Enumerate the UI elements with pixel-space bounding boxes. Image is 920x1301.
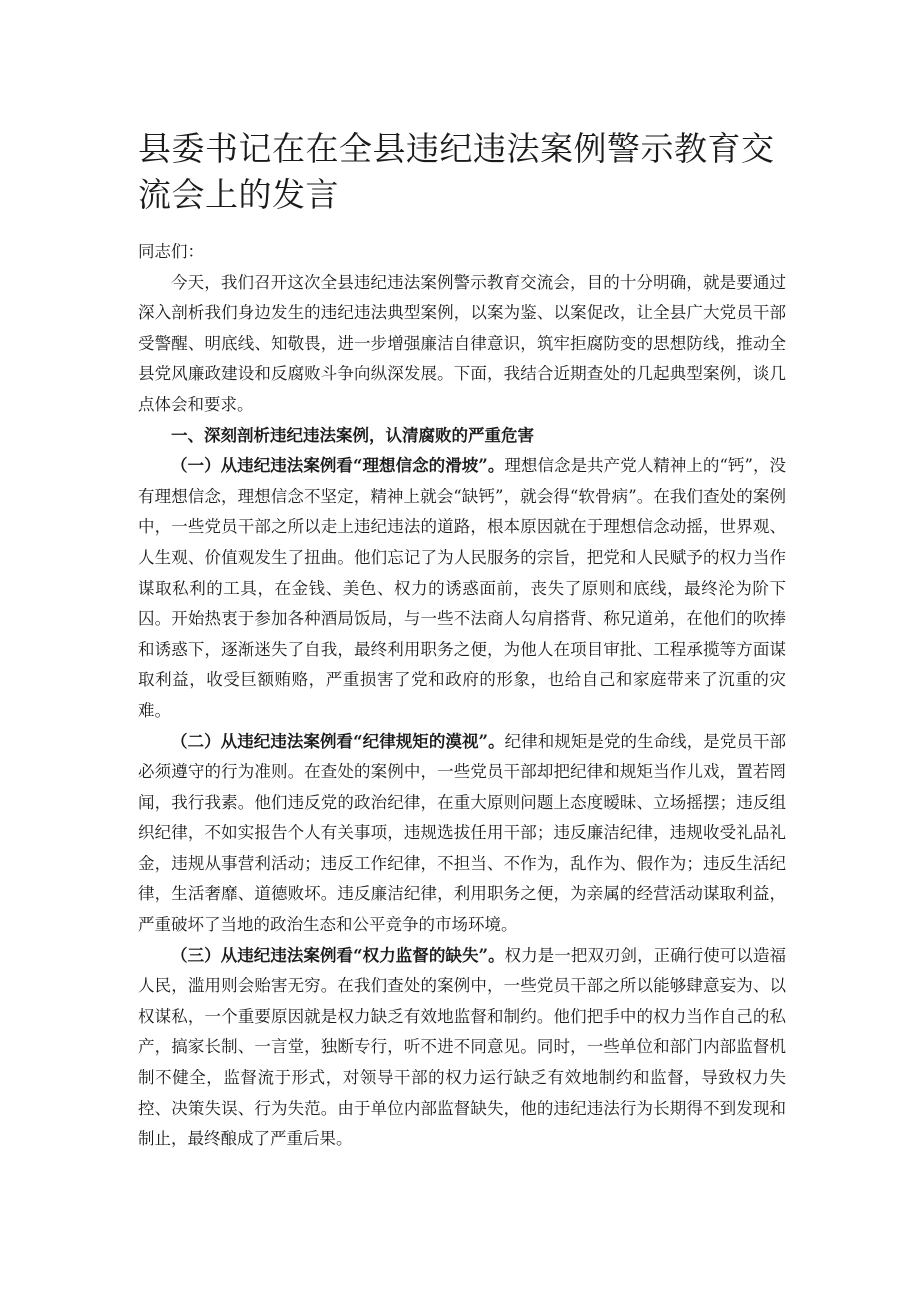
subsection-3-paragraph <box>138 941 786 1155</box>
subsection-1-lead: （一）从违纪违法案例看“理想信念的滑坡”。 <box>171 456 505 476</box>
document-title: 县委书记在在全县违纪违法案例警示教育交流会上的发言 <box>138 129 775 214</box>
intro-paragraph: 今天，我们召开这次全县违纪违法案例警示教育交流会，目的十分明确，就是要通过深入剖析我们身边发生的违纪违法典型案例，以案为鉴、以案促改，让全县广大党员干部受警醒、明底线、知敬畏，进一步增强廉洁自律意识，筑牢拒腐防变的思想防线，推动全县党风廉政建设和反腐败斗争向纵深发展。下面，我结合近期查处的几起典型案例，谈几点体会和要求。 <box>138 272 786 414</box>
subsection-2-text: 纪律和规矩是党的生命线，是党员干部必须遵守的行为准则。在查处的案例中，一些党员干部却把纪律和规矩当作儿戏，置若罔闻，我行我素。他们违反党的政治纪律，在重大原则问题上态度暧昧、立场摇摆；违反组织纪律，不如实报告个人有关事项，违规选拔任用干部；违反廉洁纪律，违规收受礼品礼金，违规从事营利活动；违反工作纪律，不担当、不作为，乱作为、假作为；违反生活纪律，生活奢靡、道德败坏。违反廉洁纪律，利用职务之便，为亲属的经营活动谋取利益，严重破坏了当地的政治生态和公平竞争的市场环境。 <box>138 731 787 935</box>
subsection-2-paragraph <box>138 727 786 941</box>
subsection-1-text: 理想信念是共产党人精神上的“钙”，没有理想信念，理想信念不坚定，精神上就会“缺钙”，就会得“软骨病”。在我们查处的案例中，一些党员干部之所以走上违纪违法的道路，根本原因就在于理想信念动摇，世界观、人生观、价值观发生了扭曲。他们忘记了为人民服务的宗旨，把党和人民赋予的权力当作谋取私利的工具，在金钱、美色、权力的诱惑面前，丧失了原则和底线，最终沦为阶下囚。开始热衷于参加各种酒局饭局，与一些不法商人勾肩搭背、称兄道弟，在他们的吹捧和诱惑下，逐渐迷失了自我，最终利用职务之便，为他人在项目审批、工程承揽等方面谋取利益，收受巨额贿赂，严重损害了党和政府的形象，也给自己和家庭带来了沉重的灾难。 <box>138 456 786 720</box>
subsection-3-lead: （三）从违纪违法案例看“权力监督的缺失”。 <box>171 945 505 965</box>
salutation: 同志们： <box>138 242 204 261</box>
document-body <box>138 237 786 1155</box>
subsection-3-text: 权力是一把双刃剑，正确行使可以造福人民，滥用则会贻害无穷。在我们查处的案例中，一些党员干部之所以能够肆意妄为、以权谋私，一个重要原因就是权力缺乏有效地监督和制约。他们把手中的权力当作自己的私产，搞家长制、一言堂，独断专行，听不进不同意见。同时，一些单位和部门内部监督机制不健全，监督流于形式，对领导干部的权力运行缺乏有效地制约和监督，导致权力失控、决策失误、行为失范。由于单位内部监督缺失，他的违纪违法行为长期得不到发现和制止，最终酿成了严重后果。 <box>138 945 787 1149</box>
subsection-1-paragraph <box>138 451 786 726</box>
subsection-2-lead: （二）从违纪违法案例看“纪律规矩的漠视”。 <box>171 731 505 751</box>
section-heading-1: 一、深刻剖析违纪违法案例，认清腐败的严重危害 <box>171 425 534 445</box>
